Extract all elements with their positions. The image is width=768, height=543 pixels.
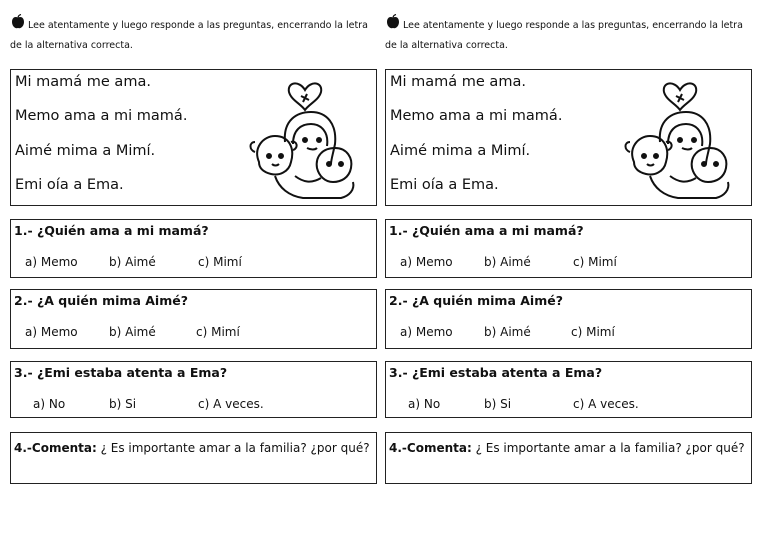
reading-line: Mi mamá me ama.: [15, 74, 151, 90]
question-3-box: [10, 361, 377, 418]
reading-line: Emi oía a Ema.: [390, 177, 499, 193]
question-3-title: 3.- ¿Emi estaba atenta a Ema?: [389, 365, 603, 380]
question-2-option-b[interactable]: b) Aimé: [484, 325, 531, 339]
question-4-text: ¿ Es importante amar a la familia? ¿por qué?: [471, 441, 745, 455]
reading-line: Aimé mima a Mimí.: [15, 143, 156, 159]
question-3-option-c[interactable]: c) A veces.: [573, 397, 639, 411]
question-4-text: ¿ Es importante amar a la familia? ¿por qué?: [96, 441, 370, 455]
reading-line: Aimé mima a Mimí.: [390, 143, 531, 159]
question-2-option-a[interactable]: a) Memo: [400, 325, 453, 339]
question-2-box: [385, 289, 752, 349]
reading-box: [10, 69, 377, 206]
reading-line: Mi mamá me ama.: [390, 74, 526, 90]
question-2-option-c[interactable]: c) Mimí: [196, 325, 240, 339]
instructions: [385, 14, 755, 56]
reading-line: Memo ama a mi mamá.: [15, 108, 188, 124]
question-4-box: [385, 432, 752, 484]
instructions-text: Lee atentamente y luego responde a las preguntas, encerrando la letra de la alternativa correcta.: [10, 20, 368, 51]
question-1-box: [385, 219, 752, 278]
reading-line: Memo ama a mi mamá.: [390, 108, 563, 124]
question-1-option-c[interactable]: c) Mimí: [198, 255, 242, 269]
question-4-label: 4.-Comenta:: [389, 441, 472, 455]
reading-line: Emi oía a Ema.: [15, 177, 124, 193]
question-3-option-b[interactable]: b) Si: [484, 397, 512, 411]
question-2-option-c[interactable]: c) Mimí: [571, 325, 615, 339]
question-3-box: [385, 361, 752, 418]
question-2-option-b[interactable]: b) Aimé: [109, 325, 156, 339]
question-1-option-b[interactable]: b) Aimé: [484, 255, 531, 269]
question-3-title: 3.- ¿Emi estaba atenta a Ema?: [14, 365, 228, 380]
mother-hugging-children-heart-illustration: [620, 72, 746, 204]
question-2-title: 2.- ¿A quién mima Aimé?: [14, 293, 188, 308]
question-1-option-a[interactable]: a) Memo: [400, 255, 453, 269]
question-3-option-c[interactable]: c) A veces.: [198, 397, 264, 411]
question-2-box: [10, 289, 377, 349]
question-1-option-a[interactable]: a) Memo: [25, 255, 78, 269]
question-4-box: [10, 432, 377, 484]
question-1-box: [10, 219, 377, 278]
question-4-comment: [389, 436, 747, 461]
question-1-title: 1.- ¿Quién ama a mi mamá?: [389, 223, 584, 238]
worksheet-left: [10, 0, 380, 543]
worksheet-right: [385, 0, 755, 543]
question-2-option-a[interactable]: a) Memo: [25, 325, 78, 339]
question-1-title: 1.- ¿Quién ama a mi mamá?: [14, 223, 209, 238]
apple-icon: [385, 14, 401, 30]
question-1-option-c[interactable]: c) Mimí: [573, 255, 617, 269]
question-2-title: 2.- ¿A quién mima Aimé?: [389, 293, 563, 308]
apple-icon: [10, 14, 26, 30]
question-3-option-a[interactable]: a) No: [33, 397, 66, 411]
mother-hugging-children-heart-illustration: [245, 72, 371, 204]
question-4-comment: [14, 436, 372, 461]
question-3-option-a[interactable]: a) No: [408, 397, 441, 411]
reading-box: [385, 69, 752, 206]
question-3-option-b[interactable]: b) Si: [109, 397, 137, 411]
question-4-label: 4.-Comenta:: [14, 441, 97, 455]
question-1-option-b[interactable]: b) Aimé: [109, 255, 156, 269]
instructions-text: Lee atentamente y luego responde a las preguntas, encerrando la letra de la alternativa correcta.: [385, 20, 743, 51]
instructions: [10, 14, 380, 56]
